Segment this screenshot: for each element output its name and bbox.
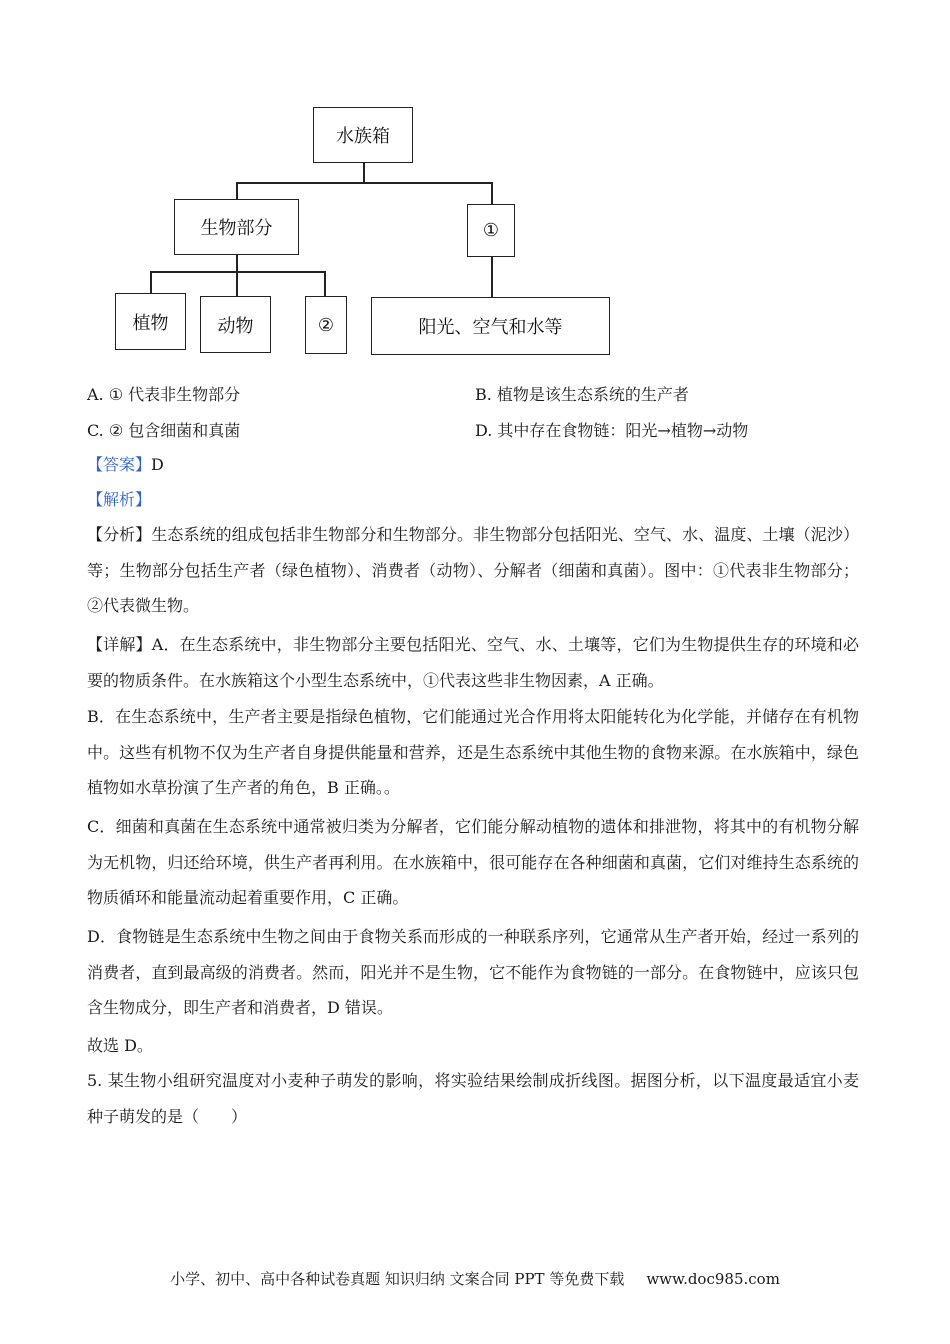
- abiotic-content-box: 阳光、空气和水等: [371, 297, 610, 355]
- question-5: 5. 某生物小组研究温度对小麦种子萌发的影响，将实验结果绘制成折线图。据图分析，以下温度最适宜小麦种子萌发的是（ ）: [87, 1071, 859, 1126]
- footer-text: 小学、初中、高中各种试卷真题 知识归纳 文案合同 PPT 等免费下载: [170, 1270, 625, 1288]
- option-c: C. ② 包含细菌和真菌: [87, 421, 241, 440]
- root-box: 水族箱: [313, 107, 413, 163]
- option-b: B. 植物是该生态系统的生产者: [475, 385, 689, 404]
- plants-box: 植物: [115, 293, 186, 350]
- conclusion: 故选 D。: [87, 1036, 153, 1055]
- option-a: A. ① 代表非生物部分: [87, 385, 241, 404]
- connector-line: [150, 271, 152, 294]
- footer: [0, 1268, 950, 1289]
- option-d: D. 其中存在食物链：阳光→植物→动物: [475, 421, 749, 440]
- connector-line: [324, 271, 326, 297]
- connector-line: [491, 182, 493, 204]
- aquarium-ecosystem-diagram: [0, 0, 950, 380]
- answer-value: D: [151, 455, 164, 474]
- connector-line: [236, 271, 238, 297]
- connector-line: [236, 182, 238, 200]
- analysis-paragraph: [87, 517, 859, 624]
- connector-line: [363, 163, 365, 183]
- biotic-box: 生物部分: [174, 199, 299, 255]
- answer-label: 【答案】: [87, 455, 152, 474]
- detail-paragraph-b: B．在生态系统中，生产者主要是指绿色植物，它们能通过光合作用将太阳能转化为化学能，并储存在有机物中。这些有机物不仅为生产者自身提供能量和营养，还是生态系统中其他生物的食物来源。在水族箱中，绿色植物如水草扮演了生产者的角色，B 正确。。: [87, 707, 859, 797]
- detail-paragraph-a: [87, 627, 859, 698]
- micro-marker-box: ②: [305, 296, 347, 354]
- answer-line: [87, 453, 164, 477]
- abiotic-marker-box: ①: [467, 204, 515, 257]
- footer-site-link[interactable]: www.doc985.com: [646, 1270, 780, 1288]
- detail-label: 【详解】: [87, 635, 152, 654]
- analysis-text: 生态系统的组成包括非生物部分和生物部分。非生物部分包括阳光、空气、水、温度、土壤（泥沙）等；生物部分包括生产者（绿色植物）、消费者（动物）、分解者（细菌和真菌）。图中：①代表非生物部分；②代表微生物。: [87, 525, 859, 615]
- connector-line: [236, 182, 492, 184]
- detail-paragraph-c: C．细菌和真菌在生态系统中通常被归类为分解者，它们能分解动植物的遗体和排泄物，将其中的有机物分解为无机物，归还给环境，供生产者再利用。在水族箱中，很可能存在各种细菌和真菌，它们对维持生态系统的物质循环和能量流动起着重要作用，C 正确。: [87, 817, 859, 907]
- detail-paragraph-d: D．食物链是生态系统中生物之间由于食物关系而形成的一种联系序列，它通常从生产者开始，经过一系列的消费者，直到最高级的消费者。然而，阳光并不是生物，它不能作为食物链的一部分。在食物链中，应该只包含生物成分，即生产者和消费者，D 错误。: [87, 927, 859, 1017]
- animals-box: 动物: [200, 296, 271, 353]
- detail-a-text: A．在生态系统中，非生物部分主要包括阳光、空气、水、土壤等，它们为生物提供生存的环境和必要的物质条件。在水族箱这个小型生态系统中，①代表这些非生物因素，A 正确。: [87, 635, 859, 690]
- analysis-label: 【分析】: [87, 525, 152, 544]
- connector-line: [491, 257, 493, 297]
- connector-line: [236, 255, 238, 272]
- explain-label: 【解析】: [87, 490, 152, 509]
